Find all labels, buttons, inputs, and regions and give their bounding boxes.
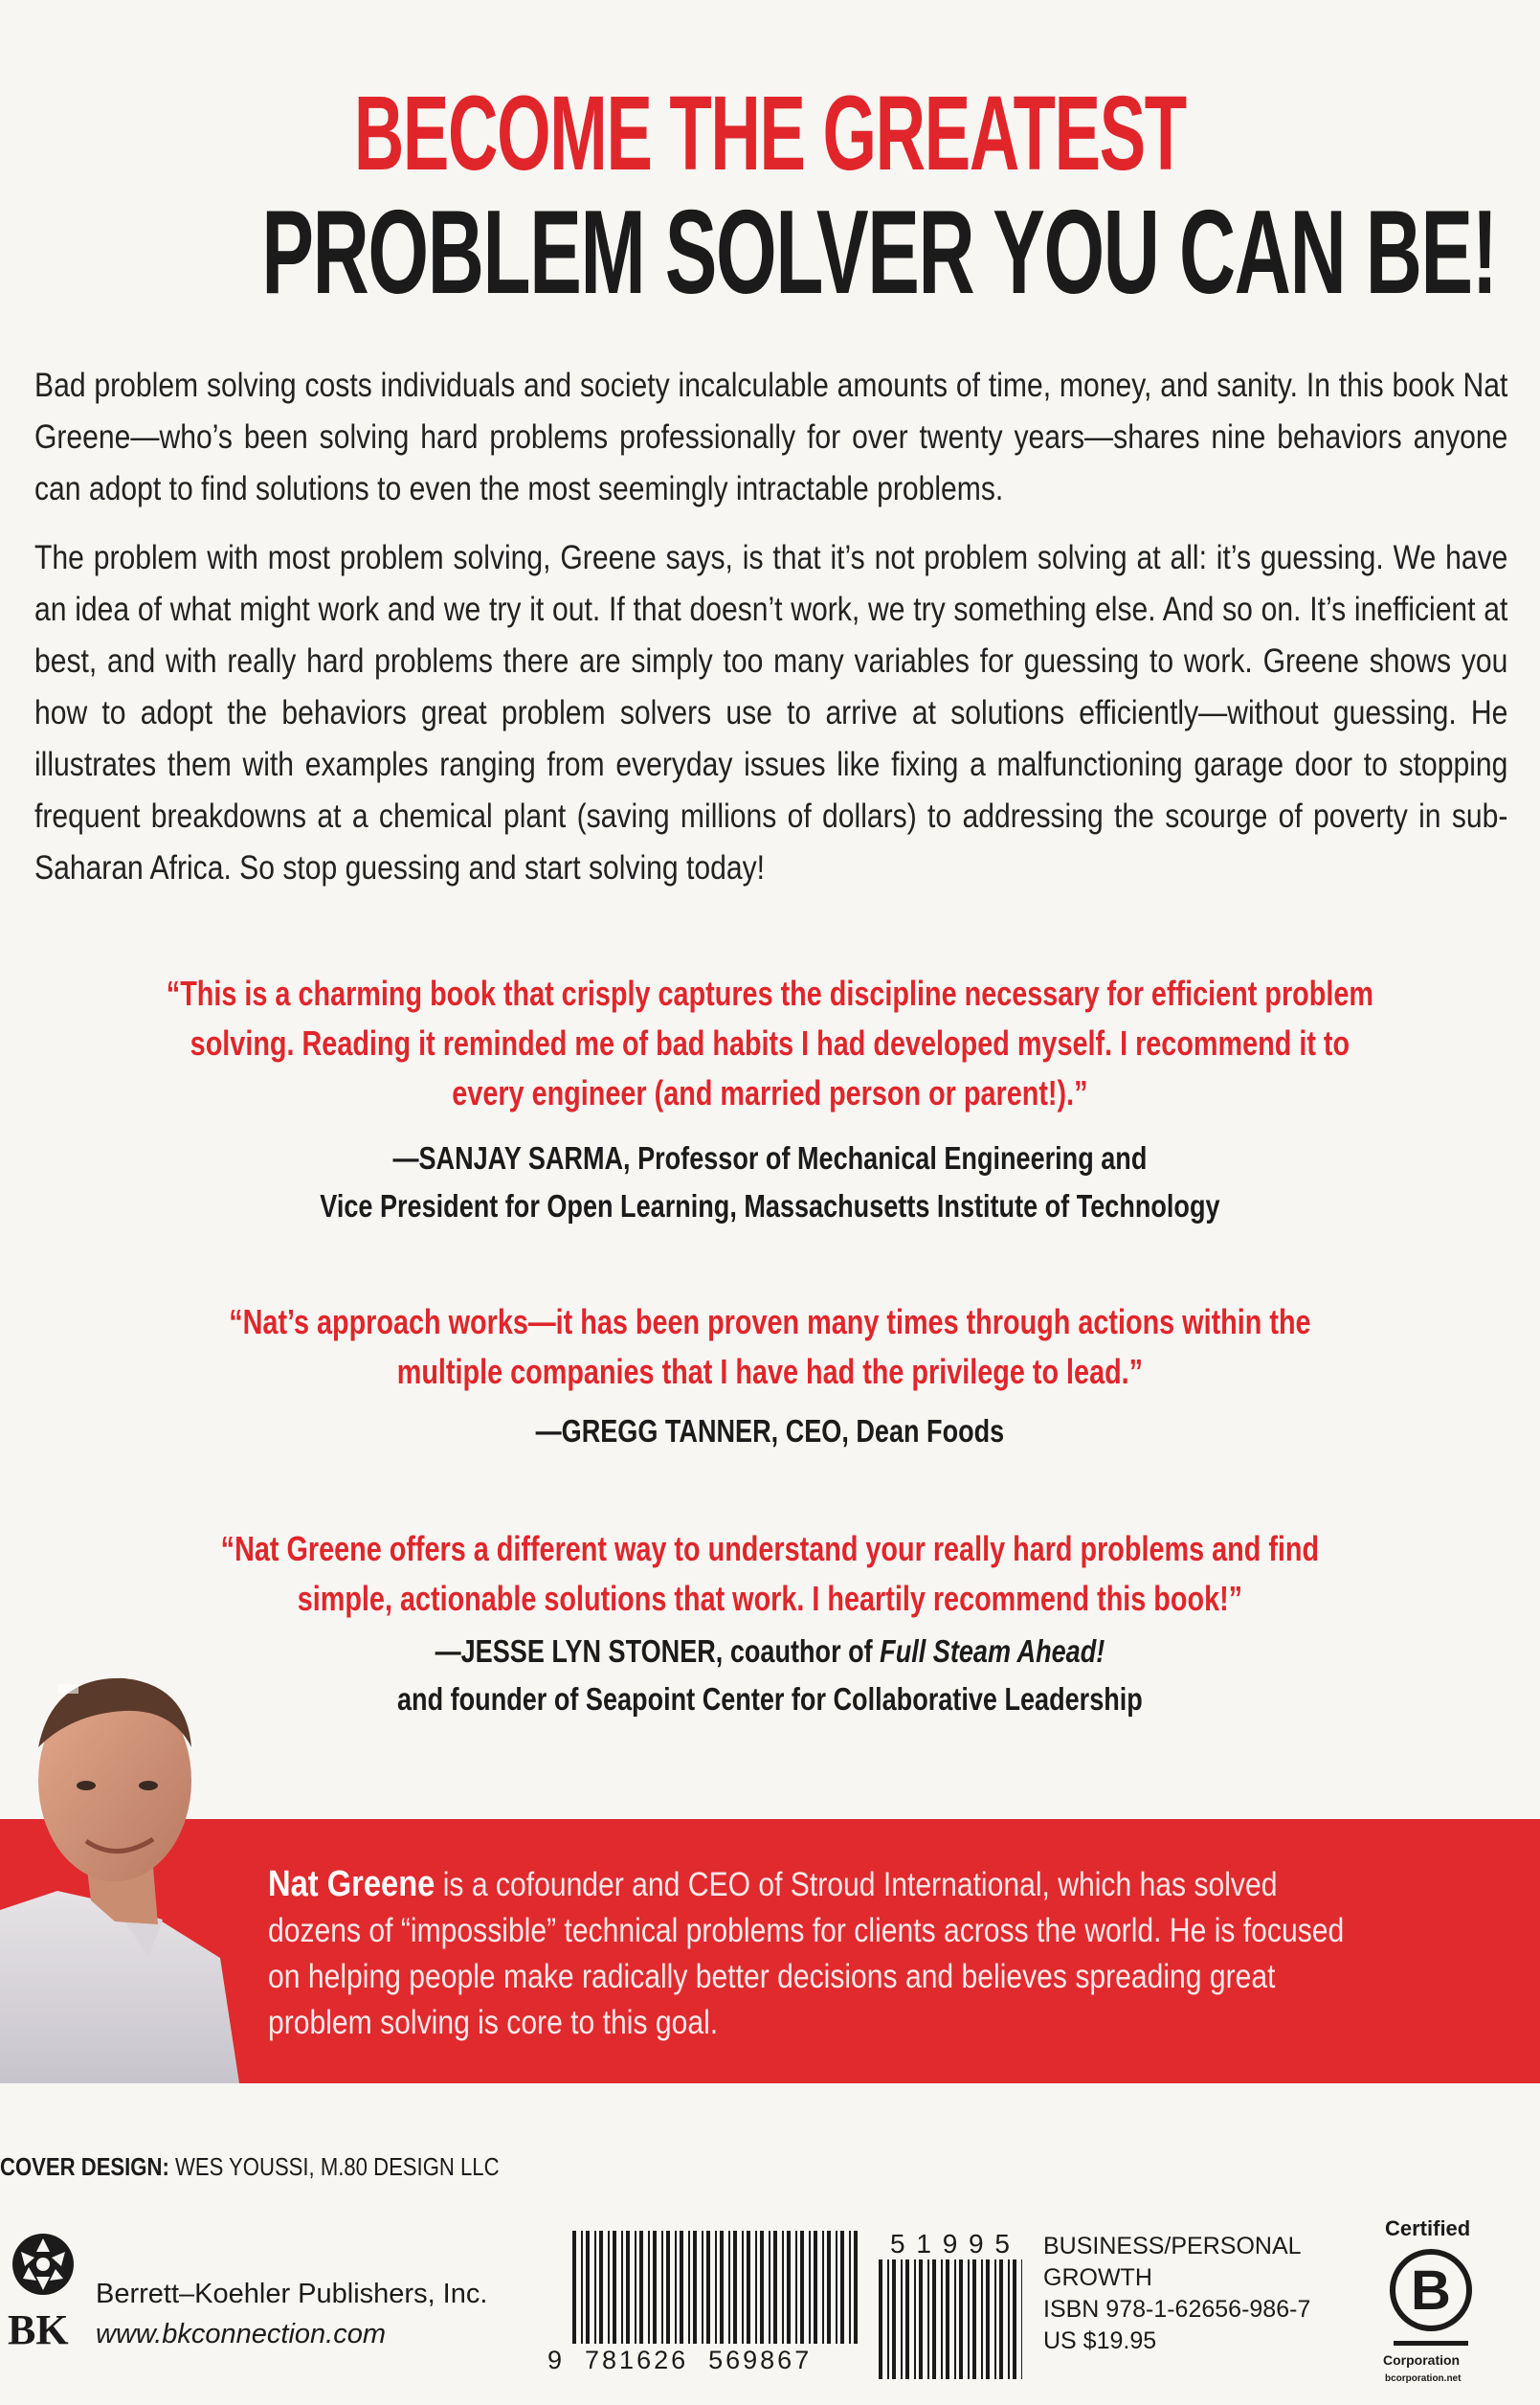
cover-design-credit (0, 2150, 500, 2183)
barcode-bar (1021, 2259, 1022, 2379)
shelving-category-line-2: GROWTH (1043, 2264, 1152, 2291)
bcorp-url: bcorporation.net (1385, 2373, 1462, 2384)
attribution-line: and founder of Seapoint Center for Collaborative Leadership (396, 1681, 1143, 1717)
barcode-bar (827, 2231, 831, 2344)
bio-line: dozens of “impossible” technical problems for clients across the world. He is focused (268, 1912, 1345, 1949)
headline-line-2: PROBLEM SOLVER YOU CAN BE! (261, 187, 1497, 319)
bcorp-letter: B (1411, 2259, 1451, 2322)
barcode-bar (972, 2259, 976, 2379)
endorsement-quote-3 (154, 1524, 1386, 1624)
barcode-bar (840, 2231, 844, 2344)
barcode-bar (901, 2259, 903, 2379)
endorsement-attribution-2 (139, 1407, 1401, 1455)
attribution-line (139, 1628, 1401, 1675)
quote-line: “This is a charming book that crisply captures the discipline necessary for efficient problem (166, 974, 1373, 1013)
quote-line: multiple companies that I have had the privilege to lead.” (396, 1352, 1144, 1391)
barcode-bar (795, 2231, 797, 2344)
barcode-bar (1008, 2259, 1010, 2379)
bio-line: problem solving is core to this goal. (268, 2004, 719, 2041)
barcode-bar (702, 2231, 703, 2344)
cover-credit-label: COVER DESIGN: (0, 2152, 169, 2181)
barcode-bar (941, 2259, 943, 2379)
barcode-bar (800, 2231, 804, 2344)
barcode-bar (769, 2231, 770, 2344)
endorsement-attribution-3 (139, 1628, 1401, 1723)
barcode-bar (666, 2231, 670, 2344)
price-barcode (879, 2259, 1022, 2384)
barcode-bar (693, 2231, 697, 2344)
barcode-bar (581, 2231, 583, 2344)
quote-line: “Nat Greene offers a different way to understand your really hard problems and find (220, 1529, 1320, 1568)
barcode-bar (742, 2231, 744, 2344)
barcode-bar (981, 2259, 983, 2379)
barcode-bar (879, 2259, 882, 2379)
description-paragraph-2: The problem with most problem solving, Greene says, is that it’s not problem solving at all: it’s guessing. We have an idea of what might work and we try it out. If that doesn’t work, we try something else. And so on. It’s inefficient at best, and with really hard problems there are simply too many variables for guessing to work. Greene shows you how to adopt the behaviors great problem solvers use to arrive at solutions efficiently—without guessing. He illustrates them with examples ranging from everyday issues like fixing a malfunctioning garage door to stopping frequent breakdowns at a chemical plant (saving millions of dollars) to addressing the scourge of poverty in sub-Saharan Africa. So stop guessing and start solving today! (34, 539, 1508, 887)
barcode-bar (959, 2259, 963, 2379)
isbn-number: ISBN 978-1-62656-986-7 (1043, 2296, 1311, 2323)
barcode-bar (892, 2259, 896, 2379)
barcode-bar (599, 2231, 603, 2344)
bcorp-logo-icon (1386, 2245, 1476, 2355)
barcode-bar (887, 2259, 889, 2379)
quote-line: “Nat’s approach works—it has been proven many times through actions within the (229, 1302, 1311, 1341)
barcode-bar (626, 2231, 630, 2344)
barcode-bar (814, 2231, 817, 2344)
barcode-bar (715, 2231, 717, 2344)
bcorp-certified-label: Certified (1385, 2216, 1471, 2240)
barcode-bar (773, 2231, 777, 2344)
price: US $19.95 (1043, 2327, 1157, 2354)
barcode-bar (854, 2231, 858, 2344)
barcode-bar (994, 2259, 996, 2379)
attribution-line: —SANJAY SARMA, Professor of Mechanical Engineering and (392, 1140, 1148, 1176)
barcode-bar (733, 2231, 737, 2344)
bio-line: on helping people make radically better decisions and believes spreading great (268, 1958, 1276, 1995)
barcode-bar (932, 2259, 936, 2379)
isbn-barcode-digits: 9 781626 569867 (547, 2346, 813, 2374)
barcode-bar (946, 2259, 949, 2379)
barcode-bar (613, 2231, 616, 2344)
bcorp-corporation-label: Corporation (1383, 2352, 1461, 2368)
barcode-bar (688, 2231, 690, 2344)
barcode-bar (755, 2231, 757, 2344)
endorsement-attribution-1 (139, 1135, 1401, 1230)
barcode-bar (836, 2231, 837, 2344)
barcode-bar (822, 2231, 824, 2344)
barcode-bar (999, 2259, 1003, 2379)
barcode-bar (720, 2231, 724, 2344)
barcode-bar (1013, 2259, 1016, 2379)
bk-logo-icon (8, 2231, 78, 2303)
attribution-text: —JESSE LYN STONER, coauthor of (435, 1633, 881, 1669)
barcode-bar (706, 2231, 710, 2344)
publisher-url: www.bkconnection.com (96, 2319, 387, 2349)
attribution-line: —GREGG TANNER, CEO, Dean Foods (535, 1413, 1005, 1449)
barcode-bar (760, 2231, 764, 2344)
barcode-bar (608, 2231, 610, 2344)
barcode-bar (809, 2231, 811, 2344)
barcode-bar (621, 2231, 623, 2344)
barcode-bar (675, 2231, 677, 2344)
barcode-bar (782, 2231, 784, 2344)
endorsement-quote-1 (154, 969, 1386, 1118)
publisher-name: Berrett–Koehler Publishers, Inc. (96, 2279, 488, 2309)
barcode-bar (635, 2231, 636, 2344)
barcode-bar (680, 2231, 683, 2344)
barcode-bar (986, 2259, 990, 2379)
barcode-bar (594, 2231, 596, 2344)
barcode-bar (572, 2231, 576, 2344)
author-name: Nat Greene (268, 1864, 435, 1904)
quote-line: every engineer (and married person or parent!).” (452, 1073, 1088, 1113)
barcode-bar (747, 2231, 750, 2344)
barcode-bar (661, 2231, 663, 2344)
quote-line: simple, actionable solutions that work. I heartily recommend this book!” (297, 1579, 1243, 1618)
shelving-category-line-1: BUSINESS/PERSONAL (1043, 2233, 1302, 2259)
barcode-bar (849, 2231, 851, 2344)
barcode-bar (968, 2259, 970, 2379)
barcode-bar (653, 2231, 657, 2344)
book-title: Full Steam Ahead! (880, 1633, 1105, 1669)
barcode-bar (728, 2231, 730, 2344)
bk-logo-letters: BK (8, 2306, 69, 2353)
barcode-bar (787, 2231, 791, 2344)
description-paragraph-1: Bad problem solving costs individuals and society incalculable amounts of time, money, and sanity. In this book Nat Greene—who’s been solving hard problems professionally for over twenty years—shares nine behaviors anyone can adopt to find solutions to even the most seemingly intractable problems. (34, 367, 1508, 507)
shelving-info (1043, 2231, 1310, 2357)
cover-credit-value: WES YOUSSI, M.80 DESIGN LLC (168, 2152, 500, 2181)
barcode-bar (919, 2259, 923, 2379)
barcode-bar (648, 2231, 650, 2344)
attribution-line: Vice President for Open Learning, Massachusetts Institute of Technology (320, 1188, 1220, 1224)
barcode-bar (586, 2231, 590, 2344)
price-code-digits: 5 1 9 9 5 (890, 2229, 1012, 2259)
barcode-bar (639, 2231, 643, 2344)
bio-line: is a cofounder and CEO of Stroud International, which has solved (435, 1866, 1278, 1903)
barcode-bar (927, 2259, 929, 2379)
barcode-bar (954, 2259, 956, 2379)
quote-line: solving. Reading it reminded me of bad habits I had developed myself. I recommend it to (190, 1023, 1350, 1063)
author-bio-text (268, 1861, 1445, 2046)
barcode-bar (905, 2259, 909, 2379)
headline-line-1: BECOME THE GREATEST (353, 75, 1186, 192)
barcode-bar (914, 2259, 916, 2379)
endorsement-quote-2 (154, 1297, 1386, 1397)
